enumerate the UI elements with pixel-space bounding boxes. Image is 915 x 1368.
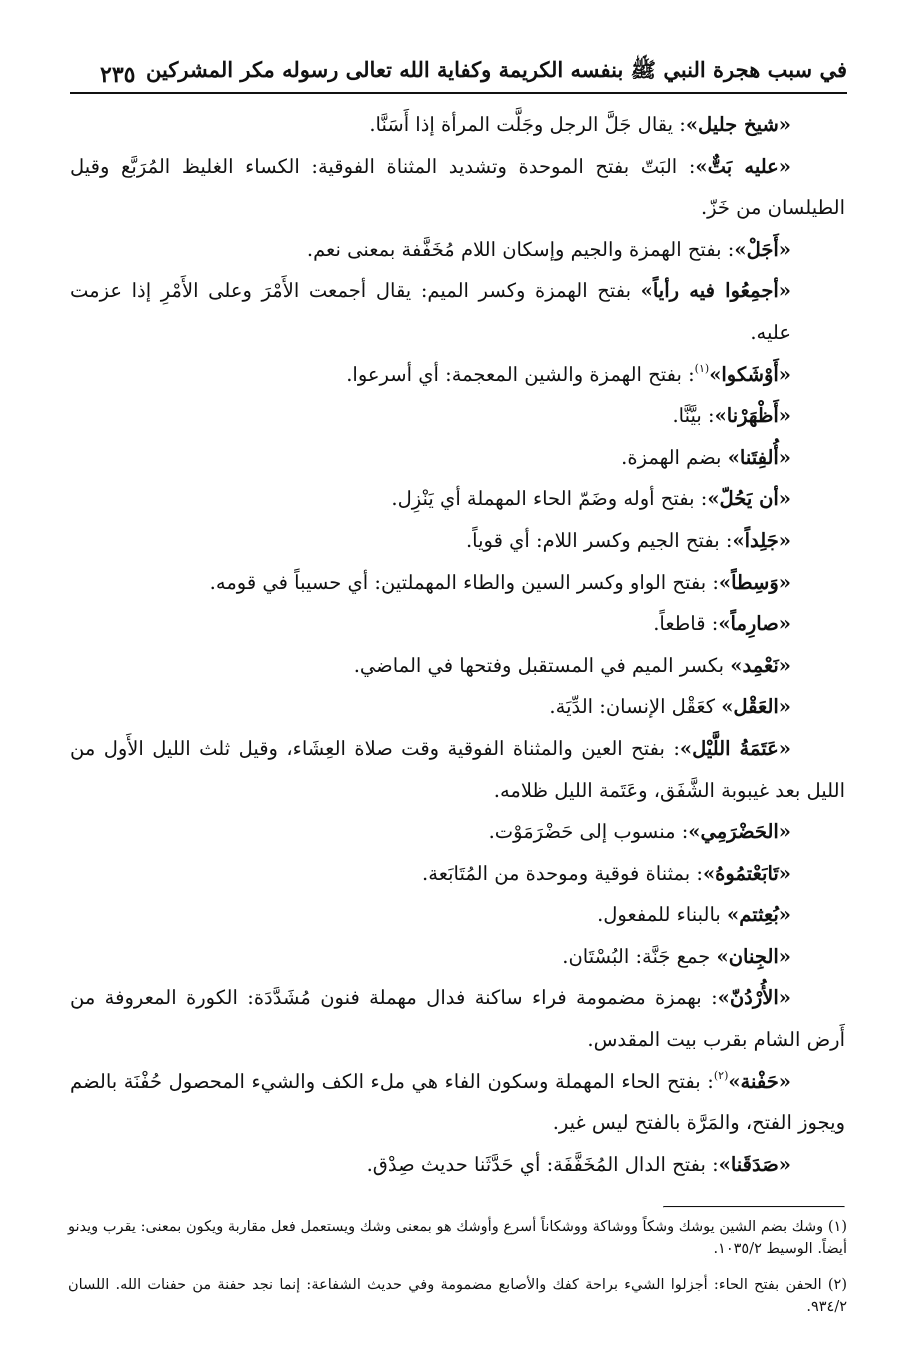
footnote: (١) وشك بضم الشين يوشك وشكاً ووشاكة ووشكاناً أسرع وأوشك هو بمعنى وشك ويستعمل فعل مقاربة ويكون بمعنى: يقرب ويدنو أيضاً. الوسيط ١٠٣٥/٢. <box>68 1219 847 1257</box>
entry-definition: بفتح الهمزة وكسر الميم: يقال أجمعت الأَمْرَ وعلى الأَمْرِ إذا عزمت عليه. <box>70 279 791 344</box>
glossary-entry <box>70 811 845 853</box>
entry-definition: بضم الهمزة. <box>621 445 728 469</box>
entry-term: «حَفْنة» <box>728 1069 791 1093</box>
entry-definition: كعَقْل الإنسان: الدِّيَة. <box>549 695 722 719</box>
glossary-entry <box>70 853 845 895</box>
entry-definition: جمع جَنَّة: البُسْتَان. <box>562 944 717 968</box>
entry-definition: : بمثناة فوقية وموحدة من المُتَابَعة. <box>422 861 703 885</box>
entry-definition: بالبناء للمفعول. <box>597 903 728 927</box>
glossary-entry <box>70 686 845 728</box>
entry-definition: : قاطعاً. <box>653 612 719 636</box>
entry-definition: : بفتح الدال المُخَفَّفَة: أي حَدَّثَنا حديث صِدْق. <box>366 1152 719 1176</box>
footnote-marker[interactable]: (٢) <box>713 1068 729 1082</box>
entry-term: «أَظْهَرْنا» <box>714 404 791 428</box>
entry-term: «أَوْشَكوا» <box>709 362 791 386</box>
entry-term: «الجِنان» <box>716 944 791 968</box>
entry-definition: : بفتح الجيم وكسر اللام: أي قوياً. <box>465 528 733 552</box>
entry-term: «أُلفِتَنا» <box>727 445 791 469</box>
entry-term: «أن يَحُلّ» <box>707 487 791 511</box>
entry-definition: : بيَّنَّا. <box>672 404 715 428</box>
footnotes <box>68 1216 847 1332</box>
entry-definition: : يقال جَلَّ الرجل وجَلَّت المرأة إذا أَسَنَّا. <box>369 113 686 136</box>
glossary-entry <box>70 229 845 271</box>
entry-term: «الحَضْرَمِي» <box>688 820 791 844</box>
entry-term: «عليه بَتٌّ» <box>695 154 791 178</box>
glossary-entry <box>70 562 845 604</box>
glossary-entry <box>70 977 845 1060</box>
page-number: ٢٣٥ <box>100 62 136 88</box>
entry-term: «أَجَلْ» <box>734 237 791 261</box>
running-title: في سبب هجرة النبي ﷺ بنفسه الكريمة وكفاية الله تعالى رسوله مكر المشركين <box>146 57 847 82</box>
glossary-entry <box>70 478 845 520</box>
entry-definition: : بفتح الحاء المهملة وسكون الفاء هي ملء الكف والشيء المحصول حُفْنَة بالضم ويجوز الفتح، والمَرَّة بالفتح ليس غير. <box>70 1069 845 1135</box>
entry-term: «صَدَقَنا» <box>718 1152 791 1176</box>
entry-term: «أجمِعُوا فيه رأياً» <box>640 279 791 303</box>
glossary-entry <box>70 1144 845 1186</box>
glossary-entry <box>70 146 845 229</box>
glossary-entry <box>70 894 845 936</box>
entry-definition: بكسر الميم في المستقبل وفتحها في الماضي. <box>353 653 731 677</box>
glossary-entry <box>70 354 845 396</box>
glossary-body <box>70 104 845 1185</box>
entry-term: «بُعِثتم» <box>727 903 791 927</box>
glossary-entry <box>70 104 845 146</box>
entry-definition: : بفتح الهمزة والجيم وإسكان اللام مُخَفَّفة بمعنى نعم. <box>306 237 735 261</box>
entry-definition: : البَتّ بفتح الموحدة وتشديد المثناة الفوقية: الكساء الغليظ المُرَبَّع وقيل الطيلسان من خَزّ. <box>70 154 845 220</box>
entry-term: «صارِماً» <box>718 612 791 636</box>
entry-definition: : بفتح أوله وضَمّ الحاء المهملة أي يَنْزِل. <box>391 487 708 511</box>
entry-term: «نَعْمِد» <box>730 653 791 677</box>
glossary-entry <box>70 603 845 645</box>
glossary-entry <box>70 1061 845 1144</box>
entry-term: «تَابَعْتمُوهُ» <box>702 861 791 885</box>
entry-definition: : بفتح الهمزة والشين المعجمة: أي أسرعوا. <box>346 362 695 386</box>
entry-definition: : بفتح العين والمثناة الفوقية وقت صلاة العِشَاء، وقيل ثلث الليل الأَول من الليل بعد غيبوبة الشَّفَق، وعَتَمة الليل ظلامه. <box>70 736 845 802</box>
glossary-entry <box>70 936 845 978</box>
entry-term: «الأُرْدُنّ» <box>717 986 791 1010</box>
running-header <box>70 48 847 94</box>
glossary-entry <box>70 520 845 562</box>
entry-definition: : بهمزة مضمومة فراء ساكنة فدال مهملة فنون مُشَدَّدَة: الكورة المعروفة من أَرض الشام بقرب بيت المقدس. <box>70 986 845 1052</box>
entry-term: «جَلِداً» <box>732 528 791 552</box>
glossary-entry <box>70 270 845 353</box>
footnote: (٢) الحفن بفتح الحاء: أجزلوا الشيء براحة كفك والأصابع مضمومة وفي حديث الشفاعة: إنما نجد حفنة من حفنات الله. اللسان ٩٣٤/٢. <box>68 1277 847 1315</box>
glossary-entry <box>70 395 845 437</box>
entry-definition: : بفتح الواو وكسر السين والطاء المهملتين: أي حسيباً في قومه. <box>209 570 719 594</box>
entry-term: «عَتَمَةُ اللَّيْل» <box>679 736 791 760</box>
footnote-divider <box>663 1206 845 1208</box>
glossary-entry <box>70 437 845 479</box>
glossary-entry <box>70 645 845 687</box>
entry-term: «وَسِطاً» <box>718 570 791 594</box>
entry-term: «العَقْل» <box>721 695 791 719</box>
glossary-entry <box>70 728 845 811</box>
entry-term: «شيخ جليل» <box>685 113 791 136</box>
entry-definition: : منسوب إلى حَضْرَمَوْت. <box>488 820 689 844</box>
footnote-marker[interactable]: (١) <box>694 361 710 375</box>
